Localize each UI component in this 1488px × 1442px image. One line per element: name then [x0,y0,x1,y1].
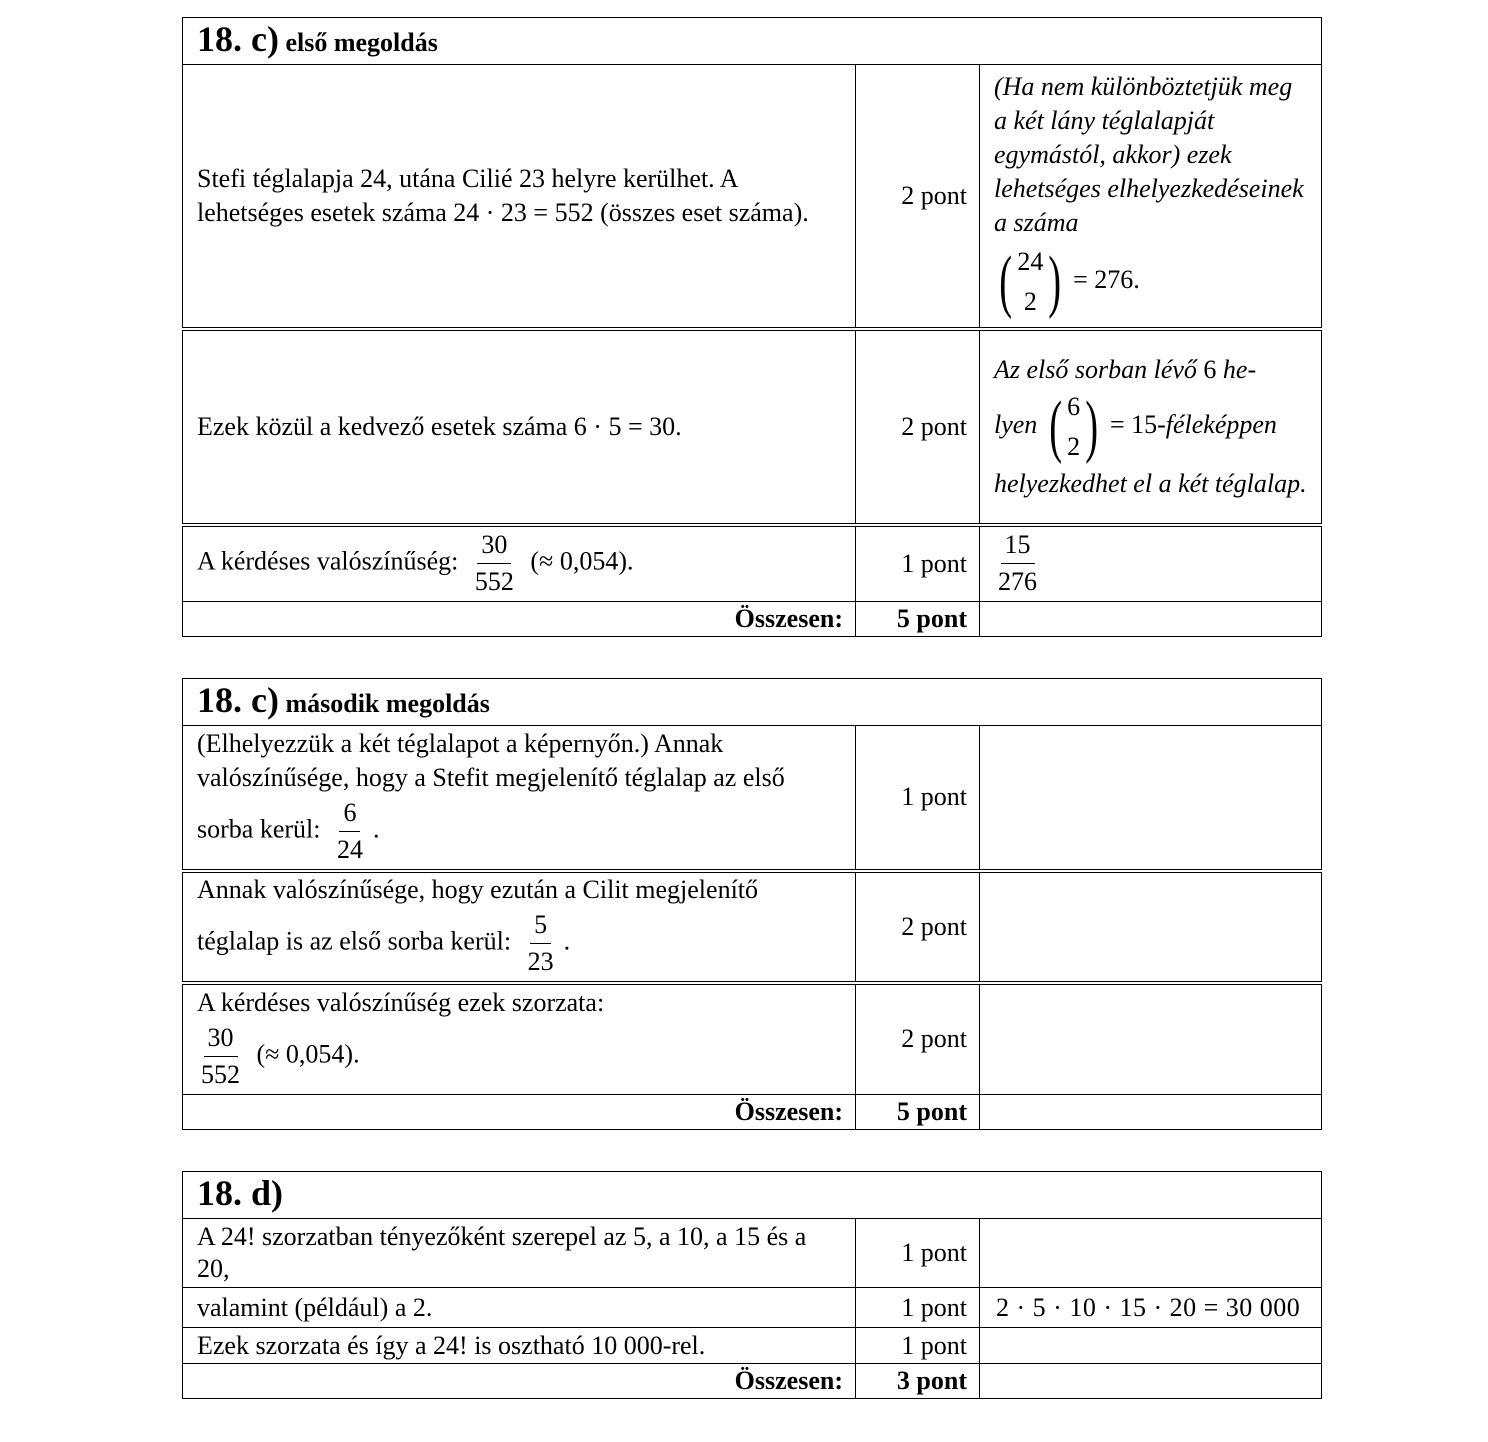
total-label: Összesen: [183,1095,856,1130]
total-label: Összesen: [183,602,856,637]
solution-step: A kérdéses valószínűség: $\frac{30}{552}$ (≈ 0,054). [183,525,856,602]
note-formula: lyen ( 6 2 ) = 15-féleképpen [994,387,1277,465]
empty-cell [980,1095,1322,1130]
solution-step: Ezek szorzata és így a 24! is osztható 10 000-rel. [183,1328,856,1364]
empty-cell [980,726,1322,871]
step-points: 2 pont [856,871,980,983]
table-header [183,1172,1322,1219]
binomial-coefficient: ( 24 2 ) [999,242,1062,320]
step-note [980,329,1322,525]
solution-subtitle: első megoldás [285,28,438,57]
binomial-coefficient: ( 6 2 ) [1049,387,1099,465]
total-points: 5 pont [856,1095,980,1130]
step-note [980,1328,1322,1364]
question-number: 18. c) [197,19,279,59]
binomial-result: = 276. [1073,264,1140,294]
solution-step: (Elhelyezzük a két téglalapot a képernyőn.) Annak valószínűsége, hogy a Stefit megjelenítő téglalap az első sorba kerül: $\frac{6}{24}$ . [183,726,856,871]
solution-step: Ezek közül a kedvező esetek száma 6 · 5 = 30. [183,329,856,525]
empty-cell [980,1364,1322,1399]
solution-table-18d [182,1171,1322,1399]
step-points: 1 pont [856,525,980,602]
solution-step: A 24! szorzatban tényezőként szerepel az 5, a 10, a 15 és a 20, [183,1219,856,1288]
fraction: $\frac{6}{24}$ [333,795,367,868]
question-number: 18. c) [197,680,279,720]
note-formula [994,242,1309,322]
step-points: 1 pont [856,726,980,871]
step-points: 2 pont [856,65,980,329]
table-header [183,679,1322,726]
total-points: 3 pont [856,1364,980,1399]
question-number: 18. d) [197,1173,284,1213]
solution-step: Stefi téglalapja 24, utána Cilié 23 helyre kerülhet. A lehetséges esetek száma 24 · 23 = 552 (összes eset száma). [183,65,856,329]
step-note [980,1219,1322,1288]
step-points: 2 pont [856,983,980,1095]
step-note [980,65,1322,329]
solution-step: A kérdéses valószínűség ezek szorzata: $\frac{30}{552}$ (≈ 0,054). [183,983,856,1095]
step-note: 2 · 5 · 10 · 15 · 20 = 30 000 [980,1288,1322,1328]
note-text-line1: Az első sorban lévő 6 he- [994,354,1257,384]
solution-step: valamint (például) a 2. [183,1288,856,1328]
solution-table-18c-first [182,17,1322,637]
table-header [183,18,1322,65]
fraction: $\frac{5}{23}$ [524,907,558,980]
solution-table-18c-second [182,678,1322,1130]
note-text: (Ha nem különböztetjük meg a két lány téglalapját egymástól, akkor) ezek lehetséges elhelyezkedéseinek a száma [994,71,1304,237]
binomial-result: = 15-féleképpen [1109,409,1277,439]
empty-cell [980,602,1322,637]
step-points: 1 pont [856,1219,980,1288]
note-suffix: helyezkedhet el a két téglalap. [994,468,1307,498]
solution-subtitle: második megoldás [285,689,490,718]
step-note [980,525,1322,602]
empty-cell [980,983,1322,1095]
total-label: Összesen: [183,1364,856,1399]
fraction: $\frac{15}{276}$ [994,527,1041,600]
fraction: $\frac{30}{552}$ [197,1020,244,1093]
step-points: 2 pont [856,329,980,525]
total-points: 5 pont [856,602,980,637]
step-points: 1 pont [856,1288,980,1328]
empty-cell [980,871,1322,983]
fraction: $\frac{30}{552}$ [471,527,518,600]
step-points: 1 pont [856,1328,980,1364]
solution-step: Annak valószínűsége, hogy ezután a Cilit megjelenítő téglalap is az első sorba kerül: $\frac{5}{23}$ . [183,871,856,983]
